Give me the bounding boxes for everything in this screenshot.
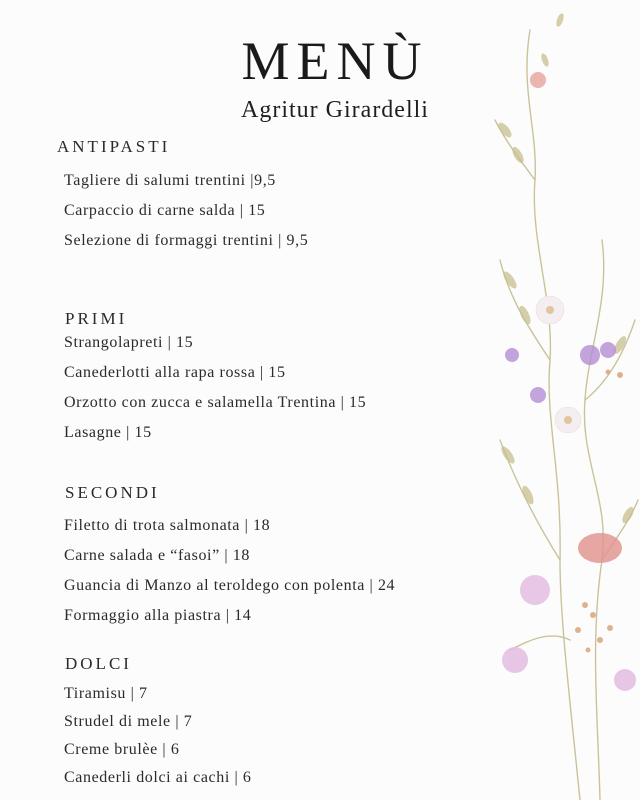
menu-item: Creme brulèe | 6 <box>64 741 180 758</box>
menu-item: Strudel di mele | 7 <box>64 713 193 730</box>
menu-item: Formaggio alla piastra | 14 <box>64 607 252 624</box>
menu-item: Filetto di trota salmonata | 18 <box>64 517 271 534</box>
section-title-antipasti: ANTIPASTI <box>57 137 171 156</box>
section-list-primi <box>64 334 366 454</box>
menu-item: Carpaccio di carne salda | 15 <box>64 202 266 219</box>
menu-item: Tagliere di salumi trentini |9,5 <box>64 172 276 189</box>
page-title: MENÙ <box>241 31 429 91</box>
menu-item: Selezione di formaggi trentini | 9,5 <box>64 232 309 249</box>
menu-item: Lasagne | 15 <box>64 424 152 441</box>
section-title-primi: PRIMI <box>65 309 128 328</box>
menu-item: Guancia di Manzo al teroldego con polenta | 24 <box>64 577 396 594</box>
section-list-antipasti <box>64 172 308 262</box>
wildflower-illustration-icon <box>490 0 640 800</box>
menu-item: Tiramisu | 7 <box>64 685 148 702</box>
menu-item: Canederli dolci ai cachi | 6 <box>64 769 252 786</box>
page-subtitle: Agritur Girardelli <box>241 97 429 123</box>
menu-item: Strangolapreti | 15 <box>64 334 194 351</box>
section-list-dolci <box>64 685 252 797</box>
section-list-secondi <box>64 517 395 637</box>
menu-item: Orzotto con zucca e salamella Trentina | 15 <box>64 394 367 411</box>
section-title-dolci: DOLCI <box>65 654 132 673</box>
menu-item: Carne salada e “fasoi” | 18 <box>64 547 250 564</box>
section-title-secondi: SECONDI <box>65 483 160 502</box>
menu-item: Canederlotti alla rapa rossa | 15 <box>64 364 286 381</box>
